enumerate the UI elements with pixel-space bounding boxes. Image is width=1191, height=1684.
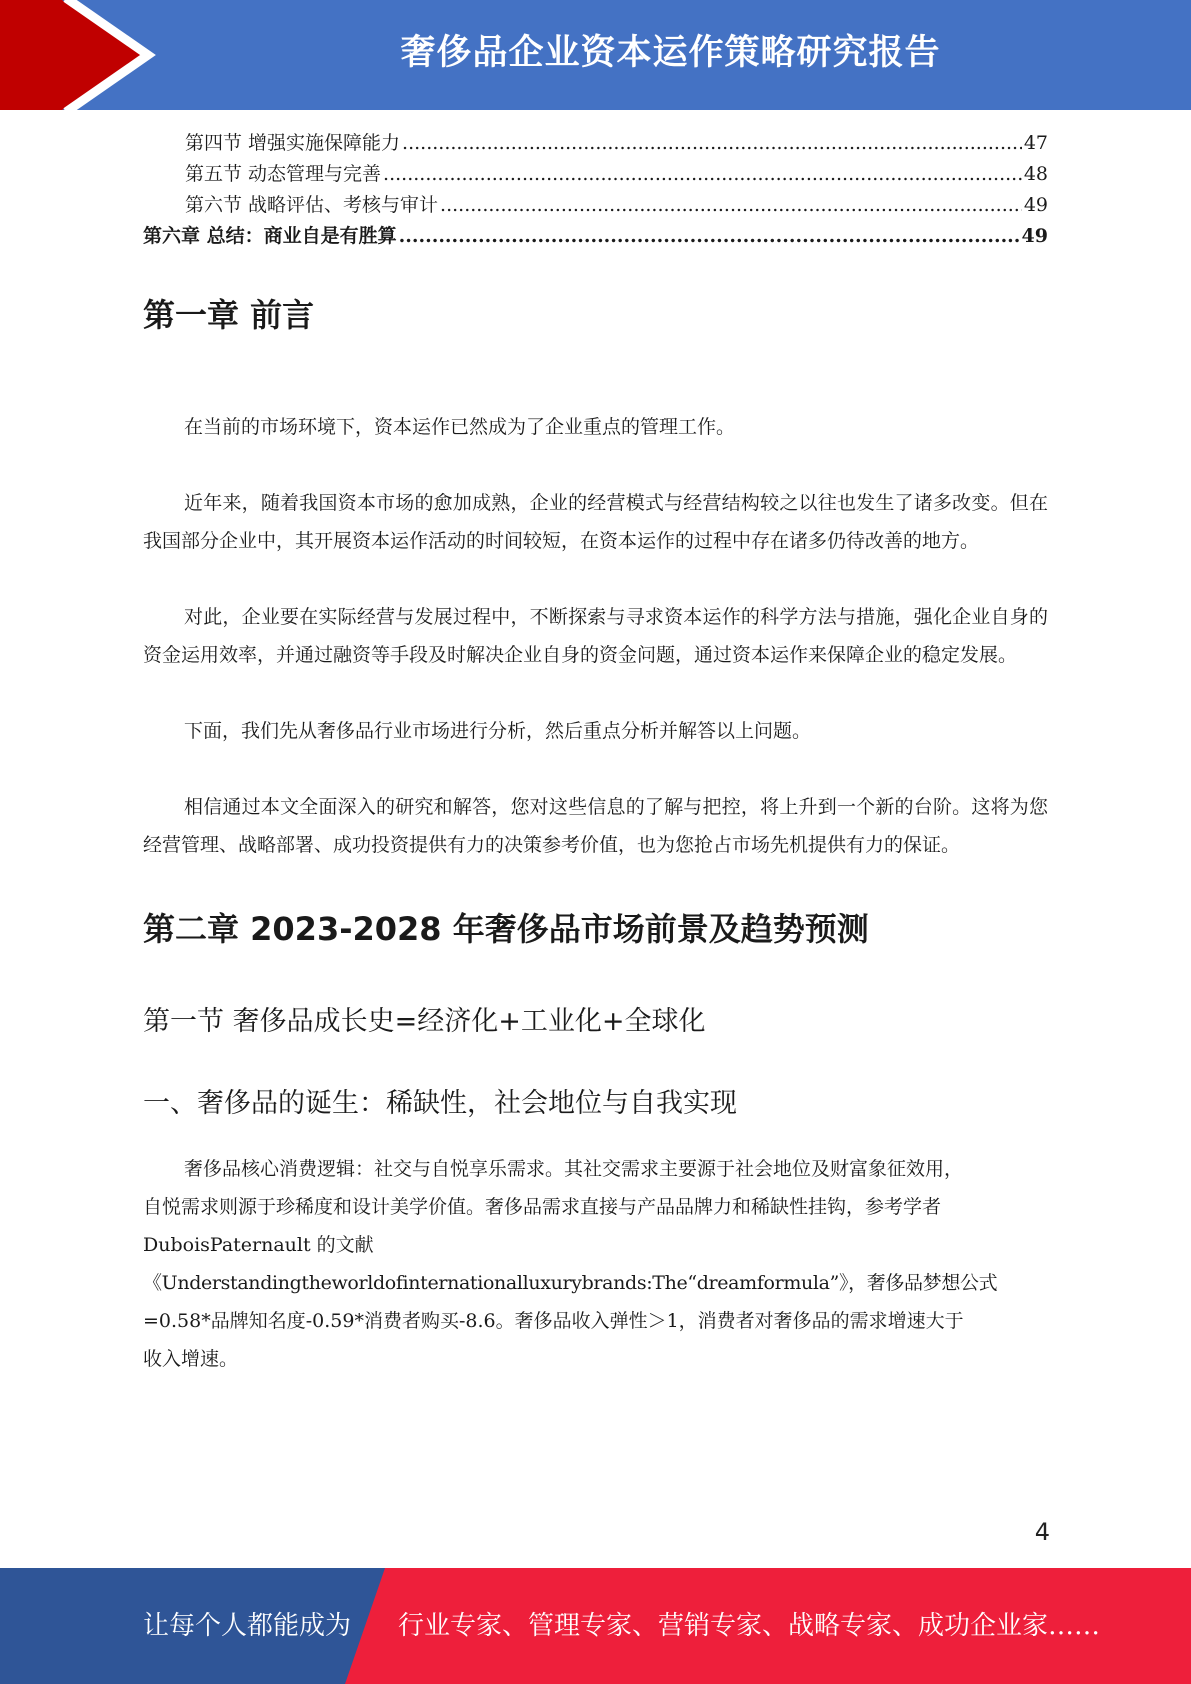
toc-leader-dots [399,225,1020,247]
toc-leader-dots [402,132,1022,154]
page-header [0,0,1191,110]
report-title: 奢侈品企业资本运作策略研究报告 [400,33,941,73]
page-number: 4 [1034,1518,1050,1546]
toc-leader-dots [440,194,1022,216]
toc-entry-page: 48 [1023,163,1048,185]
toc-leader-dots [383,163,1022,185]
toc-entry[interactable] [143,159,1048,190]
table-of-contents [143,128,1048,252]
paragraph: 对此，企业要在实际经营与发展过程中，不断探索与寻求资本运作的科学方法与措施，强化企业自身的资金运用效率，并通过融资等手段及时解决企业自身的资金问题，通过资本运作来保障企业的稳定发展。 [143,606,1048,666]
paragraph-line: 《Understandingtheworldofinternationalluxurybrands:The“dreamformula”》，奢侈品梦想公式 [143,1272,998,1294]
paragraph [143,1150,1048,1378]
toc-entry-chapter[interactable] [143,221,1048,252]
toc-entry-label: 第四节 增强实施保障能力 [185,132,401,154]
section-title: 第一节 奢侈品成长史=经济化+工业化+全球化 [143,1006,706,1037]
page-footer [0,1568,1191,1684]
document-body [143,280,1048,1378]
chapter-2-title: 第二章 2023-2028 年奢侈品市场前景及趋势预测 [143,910,869,948]
toc-entry-page: 49 [1023,194,1048,216]
toc-entry-label: 第六节 战略评估、考核与审计 [185,194,439,216]
toc-entry[interactable] [143,128,1048,159]
paragraph: 近年来，随着我国资本市场的愈加成熟，企业的经营模式与经营结构较之以往也发生了诸多改变。但在我国部分企业中，其开展资本运作活动的时间较短，在资本运作的过程中存在诸多仍待改善的地方。 [143,492,1048,552]
toc-entry-page: 49 [1021,225,1048,247]
paragraph-line: DuboisPaternault 的文献 [143,1234,374,1256]
toc-entry-label: 第六章 总结：商业自是有胜算 [143,225,397,247]
paragraph: 下面，我们先从奢侈品行业市场进行分析，然后重点分析并解答以上问题。 [184,720,812,742]
paragraph: 在当前的市场环境下，资本运作已然成为了企业重点的管理工作。 [184,416,736,438]
header-red-arrow [0,0,150,110]
footer-slogan-left: 让每个人都能成为 [143,1611,352,1641]
toc-entry-label: 第五节 动态管理与完善 [185,163,382,185]
paragraph-line: 奢侈品核心消费逻辑：社交与自悦享乐需求。其社交需求主要源于社会地位及财富象征效用， [184,1158,964,1180]
paragraph-line: 收入增速。 [143,1348,239,1370]
toc-entry[interactable] [143,190,1048,221]
footer-slogan-right: 行业专家、管理专家、营销专家、战略专家、成功企业家…… [398,1611,1101,1641]
toc-entry-page: 47 [1023,132,1048,154]
chapter-1-title: 第一章 前言 [143,296,315,334]
subsection-title: 一、奢侈品的诞生：稀缺性，社会地位与自我实现 [143,1088,737,1119]
paragraph-line: =0.58*品牌知名度-0.59*消费者购买-8.6。奢侈品收入弹性＞1，消费者对奢侈品的需求增速大于 [143,1310,964,1332]
paragraph-line: 自悦需求则源于珍稀度和设计美学价值。奢侈品需求直接与产品品牌力和稀缺性挂钩，参考学者 [143,1196,942,1218]
paragraph: 相信通过本文全面深入的研究和解答，您对这些信息的了解与把控，将上升到一个新的台阶。这将为您经营管理、战略部署、成功投资提供有力的决策参考价值，也为您抢占市场先机提供有力的保证。 [143,796,1048,856]
